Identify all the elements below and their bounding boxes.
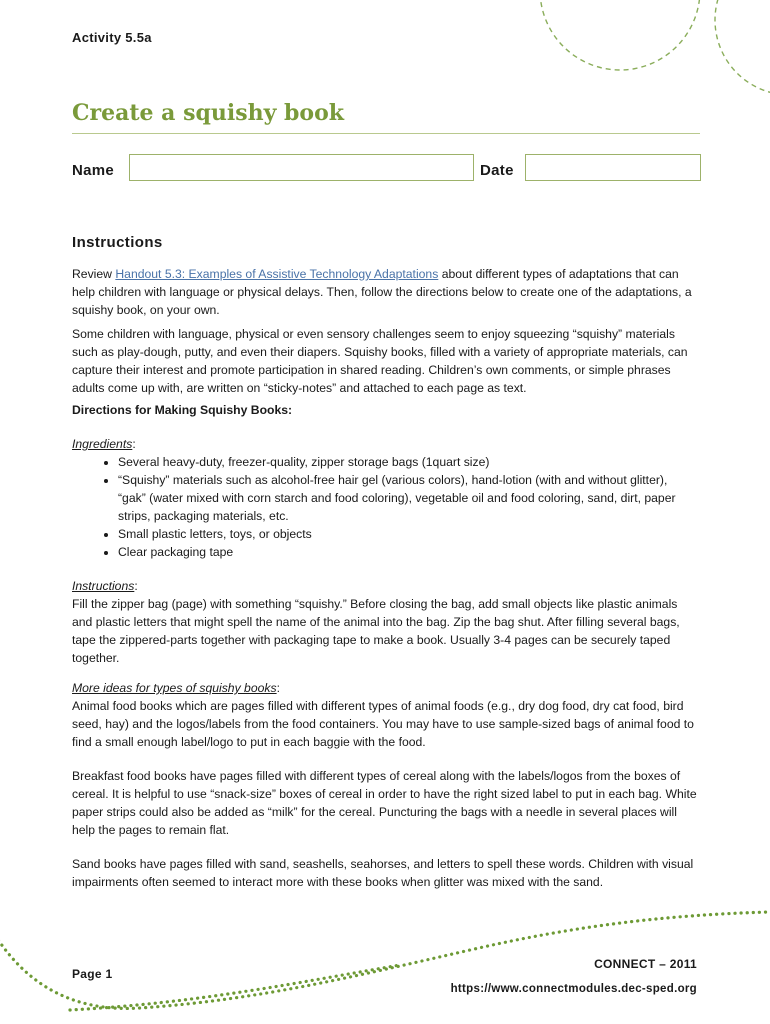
page-title: Create a squishy book bbox=[72, 100, 345, 126]
breakfast-food-paragraph: Breakfast food books have pages filled with different types of cereal along with the labels/logos from the boxes of cereal. It is helpful to use “snack-size” boxes of cereal in order to have the right sized label to put in each bag. White paper strips could also be added as “milk” for the cereal. Puncturing the bags with a needle in several places will help the pages to remain flat. bbox=[72, 769, 697, 837]
list-item: • Clear packaging tape bbox=[118, 543, 698, 561]
footer-brand: CONNECT – 2011 bbox=[594, 957, 697, 971]
page-number: Page 1 bbox=[72, 967, 113, 981]
list-item: • “Squishy” materials such as alcohol-free hair gel (various colors), hand-lotion (with and without glitter), “gak” (water mixed with corn starch and food coloring), vegetable oil and food coloring, sand, dirt, paper strips, packaging materials, etc. bbox=[118, 471, 698, 525]
steps-paragraph: Fill the zipper bag (page) with something “squishy.” Before closing the bag, add small objects like plastic animals and plastic letters that might spell the name of the animal into the bag. Zip the bag shut. After filling several bags, tape the zippered-parts together with packaging tape to make a book. Usually 3-4 pages can be securely taped together. bbox=[72, 597, 680, 665]
ingredients-list bbox=[72, 453, 698, 561]
list-item: • Several heavy-duty, freezer-quality, zipper storage bags (1quart size) bbox=[118, 453, 698, 471]
instructions-heading: Instructions bbox=[72, 234, 163, 251]
steps-heading: Instructions: bbox=[72, 579, 138, 593]
directions-heading: Directions for Making Squishy Books: bbox=[72, 403, 293, 417]
handout-link[interactable]: Handout 5.3: Examples of Assistive Technology Adaptations bbox=[115, 267, 439, 281]
intro-paragraph bbox=[72, 265, 698, 319]
sand-books-paragraph: Sand books have pages filled with sand, seashells, seahorses, and letters to spell these words. Children with visual impairments often seemed to interact more with these books when glitter was mixed with the sand. bbox=[72, 857, 694, 889]
date-field[interactable] bbox=[525, 154, 701, 181]
date-label: Date bbox=[480, 162, 514, 179]
steps-label: Instructions bbox=[72, 579, 135, 593]
name-label: Name bbox=[72, 162, 115, 179]
ingredients-label: Ingredients bbox=[72, 437, 133, 451]
animal-food-paragraph: Animal food books which are pages filled with different types of animal foods (e.g., dry dog food, dry cat food, bird seed, hay) and the logos/labels from the food containers. You may have to use sample-sized bags of animal food to find a small enough label/logo to put in each baggie with the food. bbox=[72, 699, 694, 749]
name-field[interactable] bbox=[129, 154, 474, 181]
activity-number: Activity 5.5a bbox=[72, 30, 152, 45]
more-ideas-label: More ideas for types of squishy books bbox=[72, 681, 277, 695]
intro-text-end: about different types of adaptations that can help children with language or physical delays. Then, follow the directions below to create one of the adaptations, a squishy book, on your own. bbox=[72, 267, 692, 317]
description-paragraph: Some children with language, physical or even sensory challenges seem to enjoy squeezing “squishy” materials such as play-dough, putty, and even their diapers. Squishy books, filled with a variety of appropriate materials, can capture their interest and promote participation in shared reading. Children’s own comments, or simple phrases adults come up with, are written on “sticky-notes” and attached to each page as text. bbox=[72, 327, 688, 395]
list-item: • Small plastic letters, toys, or objects bbox=[118, 525, 698, 543]
document-body bbox=[72, 234, 698, 891]
ingredients-heading: Ingredients: bbox=[72, 437, 136, 451]
intro-text-start: Review bbox=[72, 267, 116, 281]
more-ideas-heading: More ideas for types of squishy books: bbox=[72, 681, 280, 695]
title-divider bbox=[72, 133, 700, 134]
footer-url: https://www.connectmodules.dec-sped.org bbox=[450, 983, 697, 995]
